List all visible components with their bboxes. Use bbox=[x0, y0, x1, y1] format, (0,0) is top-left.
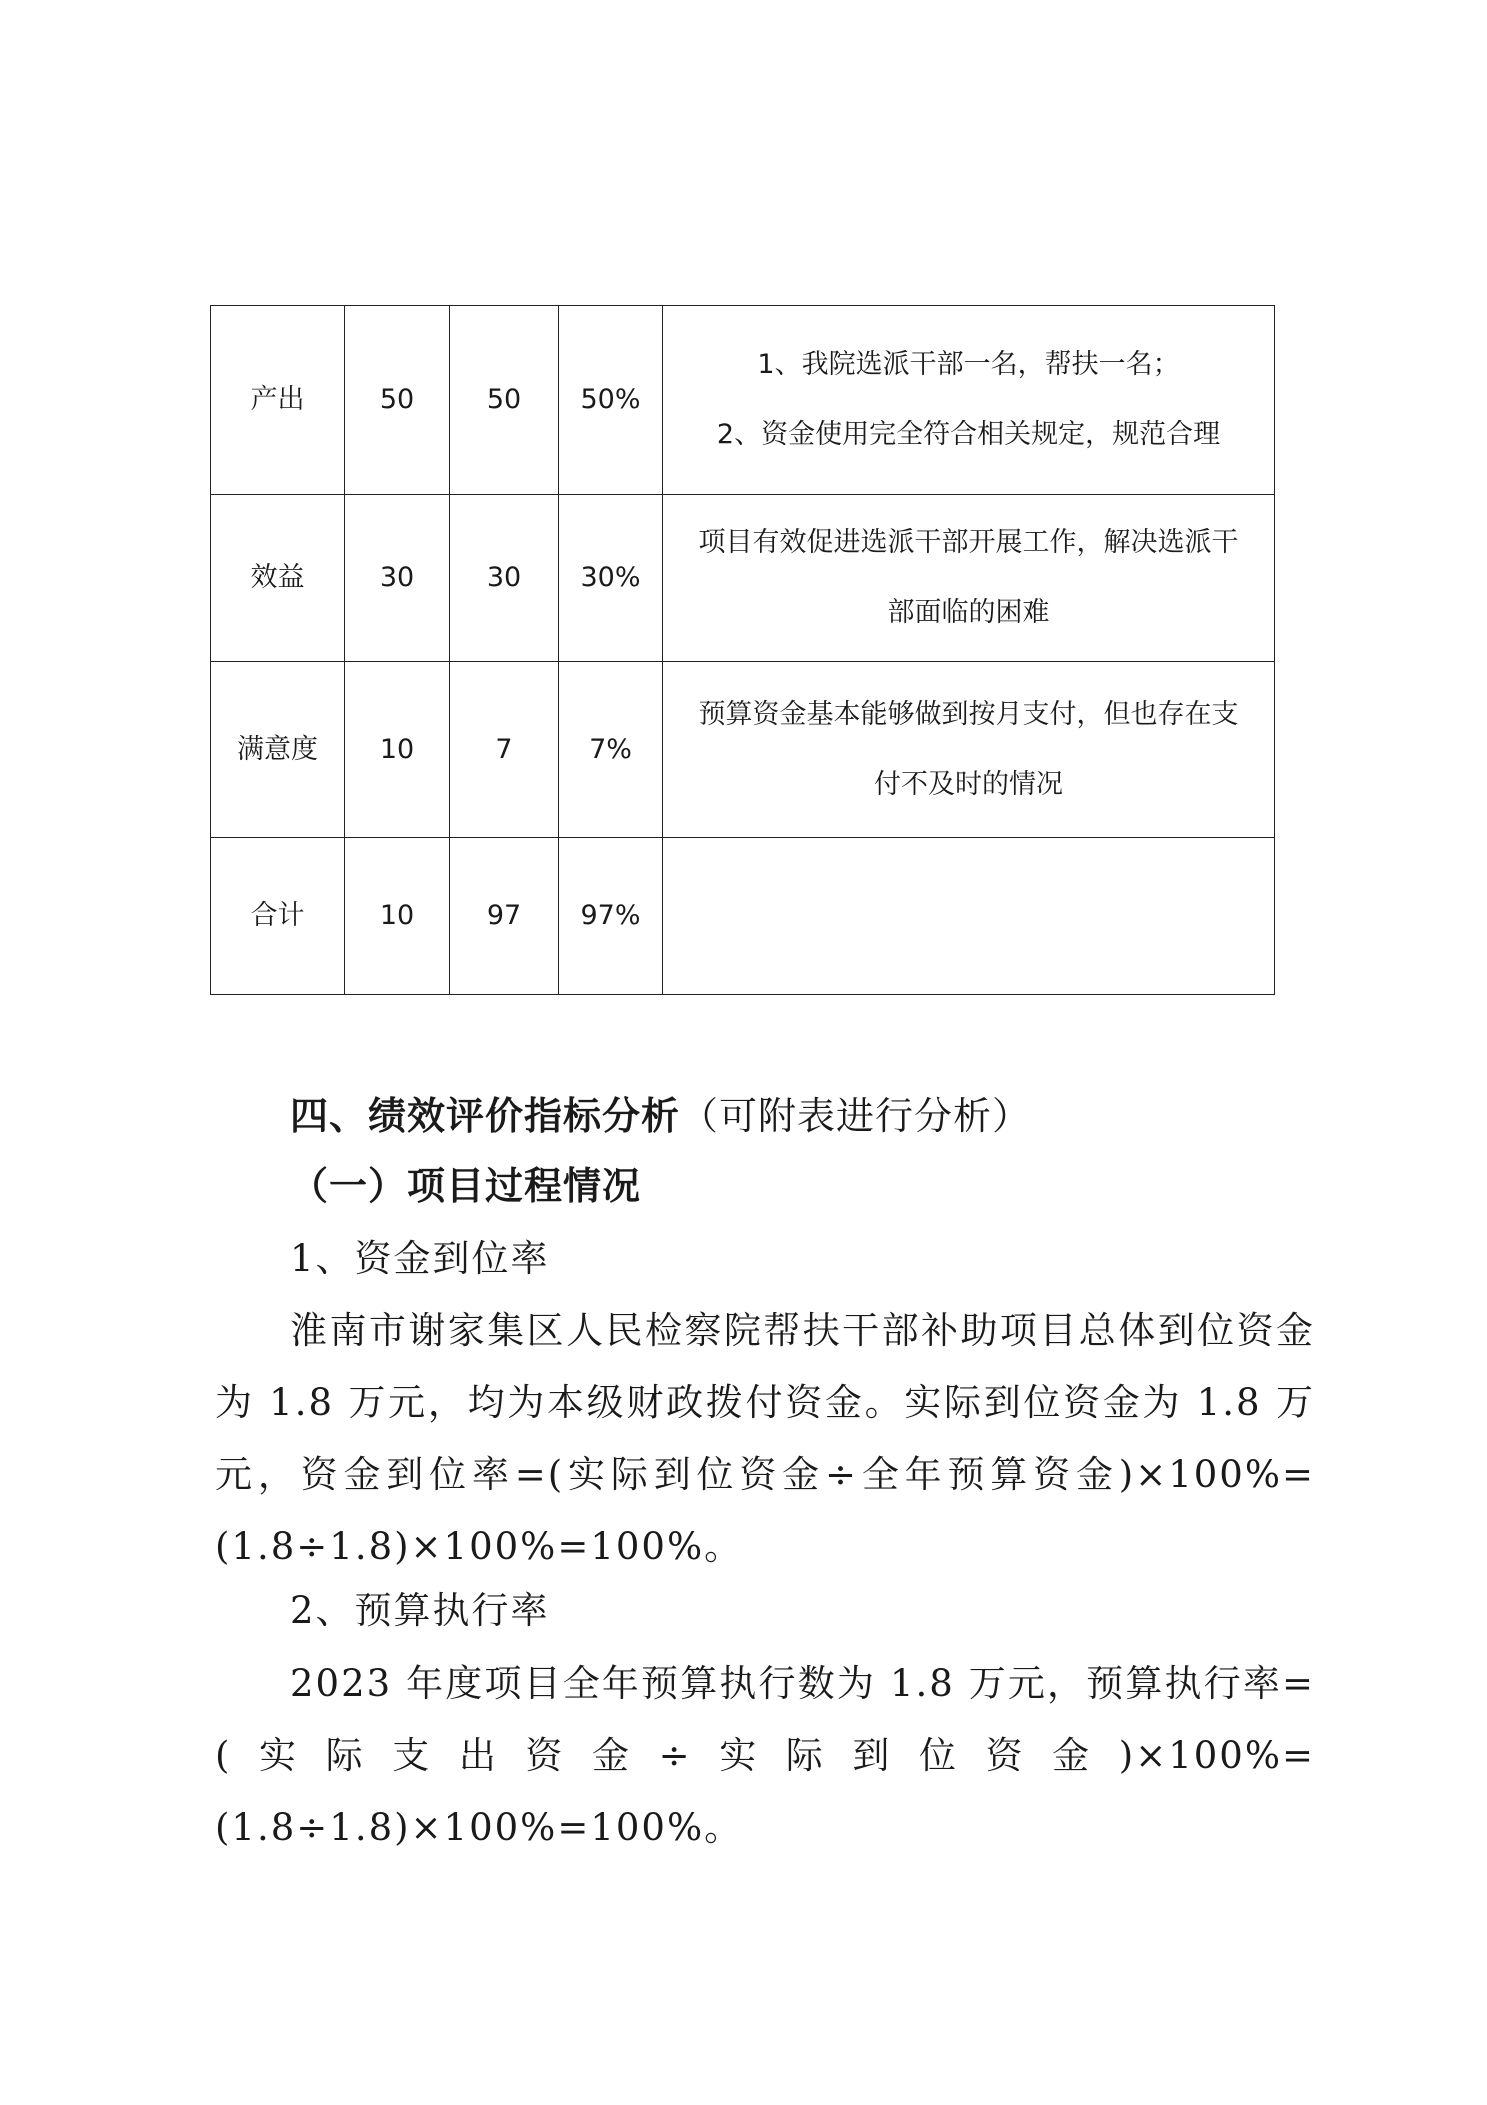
weight-cell: 50 bbox=[345, 306, 450, 495]
rate-cell: 50% bbox=[559, 306, 663, 495]
description-line: 付不及时的情况 bbox=[874, 768, 1063, 800]
subsection-heading: （一）项目过程情况 bbox=[290, 1164, 642, 1208]
table-row bbox=[211, 838, 1275, 995]
indicator-cell: 合计 bbox=[211, 838, 345, 995]
description-cell bbox=[663, 838, 1275, 995]
score-cell: 7 bbox=[450, 662, 559, 838]
paragraph-execution-rate: 2023 年度项目全年预算执行数为 1.8 万元，预算执行率=(实际支出资金÷实际到位资金)×100%=(1.8÷1.8)×100%=100%。 bbox=[215, 1662, 1315, 1849]
description-line: 项目有效促进选派干部开展工作，解决选派干 bbox=[698, 527, 1239, 558]
rate-cell: 7% bbox=[559, 662, 663, 838]
description-line: 预算资金基本能够做到按月支付，但也存在支 bbox=[698, 698, 1239, 730]
section-title-note: （可附表进行分析） bbox=[680, 1094, 1032, 1138]
score-cell: 30 bbox=[450, 495, 559, 662]
table-row bbox=[211, 662, 1275, 838]
description-cell bbox=[663, 662, 1275, 838]
description-line: 1、我院选派干部一名，帮扶一名； bbox=[757, 349, 1180, 380]
weight-cell: 10 bbox=[345, 838, 450, 995]
rate-cell: 97% bbox=[559, 838, 663, 995]
indicator-cell: 效益 bbox=[211, 495, 345, 662]
weight-cell: 10 bbox=[345, 662, 450, 838]
indicator-cell: 满意度 bbox=[211, 662, 345, 838]
rate-cell: 30% bbox=[559, 495, 663, 662]
score-cell: 50 bbox=[450, 306, 559, 495]
indicator-cell: 产出 bbox=[211, 306, 345, 495]
evaluation-table bbox=[210, 305, 1275, 995]
table-row bbox=[211, 495, 1275, 662]
item-heading-execution-rate: 2、预算执行率 bbox=[290, 1589, 550, 1632]
description-line: 2、资金使用完全符合相关规定，规范合理 bbox=[716, 419, 1221, 450]
section-title: 四、绩效评价指标分析 bbox=[290, 1094, 681, 1138]
paragraph-funding-rate: 淮南市谢家集区人民检察院帮扶干部补助项目总体到位资金为 1.8 万元，均为本级财政拨付资金。实际到位资金为 1.8 万元，资金到位率=(实际到位资金÷全年预算资金)×100%=(1.8÷1.8)×100%=100%。 bbox=[215, 1309, 1315, 1568]
weight-cell: 30 bbox=[345, 495, 450, 662]
description-cell bbox=[663, 306, 1275, 495]
description-cell bbox=[663, 495, 1275, 662]
section-heading bbox=[290, 1085, 1031, 1140]
score-cell: 97 bbox=[450, 838, 559, 995]
item-heading-funding-rate: 1、资金到位率 bbox=[290, 1237, 550, 1280]
table-row bbox=[211, 306, 1275, 495]
description-line: 部面临的困难 bbox=[887, 597, 1050, 628]
